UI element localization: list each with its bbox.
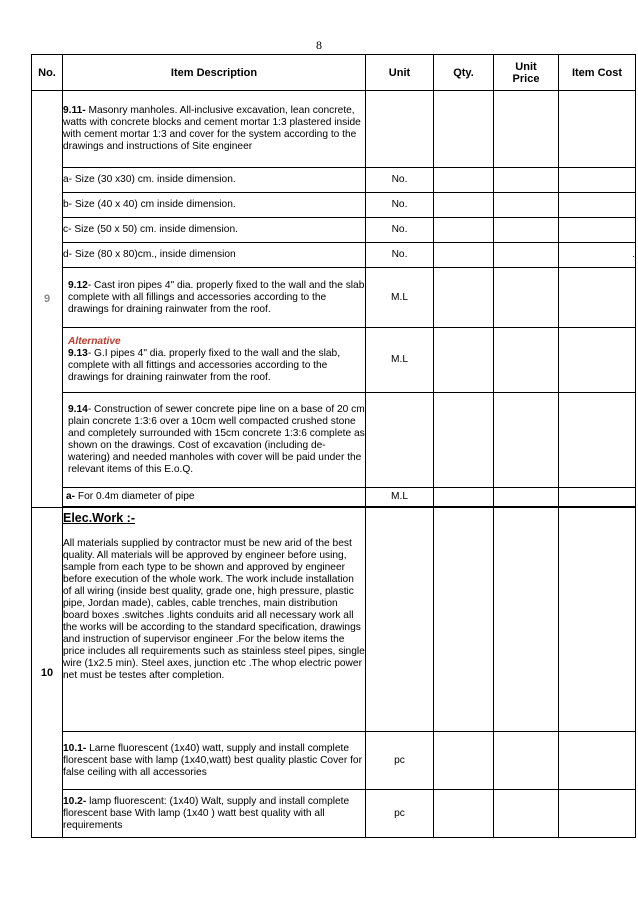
item-10-2-description [63,790,366,838]
item-9-11-a-unit: No. [366,168,434,193]
item-cost-cell [559,488,636,507]
qty-cell [434,268,494,328]
unit-price-cell [494,268,559,328]
item-cost-cell [559,91,636,168]
item-10-2-number: 10.2- [63,795,87,807]
item-10-1-unit: pc [366,732,434,790]
item-cost-cell [559,218,636,243]
qty-cell [434,328,494,393]
item-9-14-a-description [63,488,366,507]
table-header-row [32,55,636,91]
header-no: No. [32,55,63,91]
item-10-1-text: Larne fluorescent (1x40) watt, supply and install complete florescent base with lamp (1x40,watt) best quality plastic Cover for false ceiling with all accessories [63,742,362,778]
bill-of-quantities-table [31,54,636,838]
item-10-1-number: 10.1- [63,742,87,754]
item-10-2-text: lamp fluorescent: (1x40) Walt, supply and install complete florescent base With lamp (1x40 ) watt best quality with all requirements [63,795,350,831]
item-9-14-a-number: a- [66,491,76,502]
table-row [32,732,636,790]
table-row [32,193,636,218]
qty-cell [434,393,494,488]
qty-cell [434,488,494,507]
table-row [32,168,636,193]
qty-cell [434,91,494,168]
header-unit-price: Unit Price [494,55,559,91]
unit-price-cell [494,732,559,790]
item-9-12-unit: M.L [366,268,434,328]
item-cost-cell [559,168,636,193]
item-9-11-b-unit: No. [366,193,434,218]
table-row [32,790,636,838]
table-row [32,393,636,488]
item-9-13-number: 9.13 [68,348,88,359]
item-10-2-unit: pc [366,790,434,838]
unit-cell [366,393,434,488]
header-unit: Unit [366,55,434,91]
elec-work-intro: All materials supplied by contractor must be new arid of the best quality. All materials will be approved by engineer before using, sample from each type to be shown and approved by engineer before execution of the whole work. The work include installation of all wiring (inside best quality, grade one, high pressure, plastic pipe, Jordan made), cables, cable trenches, main distribution board boxes .switches .lights conduits arid all necessary work all the works will be according to the standard specification, drawings and instruction of supervisor engineer .For the below items the price includes all requirements such as stainless steel pipes, single wire (1x2.5 min). Steel axes, junction etc .The whop electric power net must be testes after completion. [63,538,365,681]
qty-cell [434,243,494,268]
item-cost-cell [559,268,636,328]
item-9-11-a-description: a- Size (30 x30) cm. inside dimension. [63,168,366,193]
item-9-12-number: 9.12 [68,279,88,291]
unit-price-cell [494,508,559,732]
header-item-cost: Item Cost [559,55,636,91]
item-9-14-number: 9.14 [68,404,88,415]
item-9-14-text: - Construction of sewer concrete pipe line on a base of 20 cm plain concrete 1:3:6 over a 10cm well compacted crushed stone and completely surrounded with 15cm concrete 1:3:6 complete as shown on the drawings. Cost of excavation (including de-watering) and needed manholes with cover will be paid under the relevant items of this E.o.Q. [68,404,365,475]
unit-price-cell [494,168,559,193]
item-9-11-c-description: c- Size (50 x 50) cm. inside dimension. [63,218,366,243]
section-number-10: 10 [32,508,63,838]
unit-price-cell [494,243,559,268]
item-9-11-d-cost: . [559,243,636,268]
unit-price-cell [494,393,559,488]
header-description: Item Description [63,55,366,91]
qty-cell [434,218,494,243]
item-cost-cell [559,508,636,732]
item-cost-cell [559,193,636,218]
table-row [32,91,636,168]
table-row [32,508,636,732]
item-9-11-d-description: d- Size (80 x 80)cm., inside dimension [63,243,366,268]
elec-work-title: Elec.Work :- [63,511,136,525]
item-cost-cell [559,393,636,488]
item-9-14-a-text: For 0.4m diameter of pipe [75,491,195,502]
item-10-1-description [63,732,366,790]
item-9-14-a-unit: M.L [366,488,434,507]
table-row [32,243,636,268]
item-9-12-description [63,268,366,328]
item-9-11-description [63,91,366,168]
item-9-13-unit: M.L [366,328,434,393]
qty-cell [434,508,494,732]
unit-price-cell [494,488,559,507]
item-9-14-description [63,393,366,488]
item-cost-cell [559,732,636,790]
qty-cell [434,732,494,790]
qty-cell [434,790,494,838]
section-number-9: 9 [32,91,63,508]
table-row [32,218,636,243]
table-row [32,328,636,393]
item-cost-cell [559,790,636,838]
item-cost-cell [559,328,636,393]
table-row [32,268,636,328]
qty-cell [434,193,494,218]
item-9-11-number: 9.11- [63,105,86,116]
item-9-11-c-unit: No. [366,218,434,243]
elec-work-description [63,508,366,732]
unit-price-cell [494,790,559,838]
item-9-11-d-unit: No. [366,243,434,268]
unit-price-cell [494,328,559,393]
unit-cell [366,508,434,732]
alternative-label: Alternative [68,336,121,347]
unit-cell [366,91,434,168]
table-row [32,488,636,507]
item-9-11-b-description: b- Size (40 x 40) cm inside dimension. [63,193,366,218]
item-9-11-text: Masonry manholes. All-inclusive excavation, lean concrete, watts with concrete blocks and cement mortar 1:3 plastered inside with cement mortar 1:3 and cover for the system according to the drawings and instructions of Site engineer [63,105,361,152]
item-9-13-text: - G.I pipes 4" dia. properly fixed to the wall and the slab, complete with all fittings and accessories according to the drawings for draining rainwater from the roof. [68,348,341,383]
unit-price-cell [494,91,559,168]
item-9-13-description [63,328,366,393]
item-9-12-text: - Cast iron pipes 4" dia. properly fixed to the wall and the slab complete with all fillings and accessories according to the drawings for draining rainwater from the roof. [68,279,365,315]
unit-price-cell [494,218,559,243]
page-number: 8 [316,38,322,52]
qty-cell [434,168,494,193]
header-qty: Qty. [434,55,494,91]
unit-price-cell [494,193,559,218]
